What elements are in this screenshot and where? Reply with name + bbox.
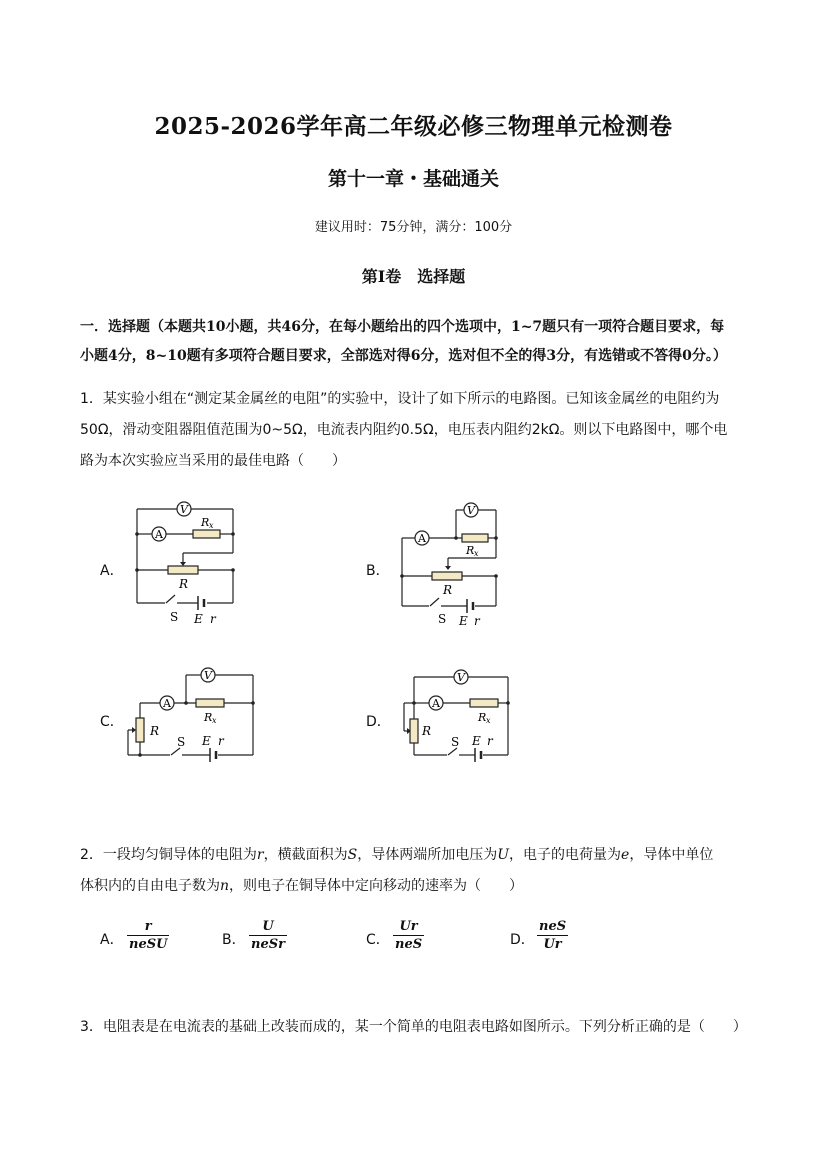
numerator: Ur	[399, 919, 418, 934]
q2-option-c-fraction	[393, 919, 424, 952]
q1-option-b-label: B．	[366, 563, 390, 579]
internal-resistance-label: r	[474, 614, 480, 628]
q2-option-d-fraction	[537, 919, 568, 952]
question-1	[80, 384, 760, 477]
voltmeter-label: V	[457, 671, 465, 684]
ammeter-label: A	[432, 697, 440, 710]
q1-line-2: 50Ω，滑动变阻器阻值范围为0~5Ω，电流表内阻约0.5Ω，电压表内阻约2kΩ。则以下电路图中，哪个电	[80, 422, 728, 438]
rx-label: R	[204, 711, 213, 724]
ammeter-label: A	[163, 697, 171, 710]
q2-option-d-label: D．	[510, 932, 535, 948]
circuit-diagram-a	[130, 495, 245, 625]
circuit-diagram-d	[402, 665, 514, 765]
q2-text: ，导体中单位	[629, 847, 714, 863]
q2-option-c-label: C．	[366, 932, 390, 948]
q1-option-d-label: D．	[366, 714, 391, 730]
q2-text: ，导体两端所加电压为	[357, 847, 498, 863]
q1-line-1: 1．某实验小组在“测定某金属丝的电阻”的实验中，设计了如下所示的电路图。已知该金属丝的电阻约为	[80, 391, 720, 407]
q2-option-a-label: A．	[100, 932, 124, 948]
var-s: S	[347, 847, 358, 863]
var-u: U	[497, 847, 510, 863]
q2-text: 2．一段均匀铜导体的电阻为	[80, 847, 257, 863]
denominator: neSU	[129, 937, 168, 952]
q2-option-b-label: B．	[222, 932, 246, 948]
q2-text: 体积内的自由电子数为	[80, 878, 220, 894]
numerator: r	[144, 919, 152, 934]
emf-label: E	[202, 734, 211, 748]
circuit-diagram-b	[396, 498, 506, 628]
voltmeter-label: V	[467, 504, 475, 517]
emf-label: E	[459, 614, 468, 628]
q2-option-a-fraction	[127, 919, 169, 952]
q1-line-3: 路为本次实验应当采用的最佳电路（ ）	[80, 453, 346, 469]
q2-line-1	[80, 840, 760, 871]
page-subtitle: 第十一章・基础通关	[327, 168, 499, 190]
rx-subscript: x	[474, 549, 479, 558]
rheostat-label: R	[443, 583, 453, 597]
section-instructions	[80, 313, 760, 371]
denominator: Ur	[543, 937, 562, 952]
question-3	[80, 1012, 760, 1043]
rx-subscript: x	[486, 716, 491, 725]
circuit-diagram-c	[120, 663, 260, 763]
rx-subscript: x	[212, 716, 217, 725]
numerator: neS	[539, 919, 567, 934]
q2-text: ，则电子在铜导体中定向移动的速率为（ ）	[229, 878, 524, 894]
numerator: U	[262, 919, 274, 934]
switch-label: S	[451, 735, 460, 749]
emf-label: E	[472, 734, 481, 748]
rx-label: R	[478, 711, 487, 724]
denominator: neSr	[251, 937, 285, 952]
denominator: neS	[395, 937, 423, 952]
rx-label: R	[466, 544, 475, 557]
section-line-2: 小题4分，8~10题有多项符合题目要求，全部选对得6分，选对但不全的得3分，有选错或不答得0分。）	[80, 348, 727, 364]
voltmeter-label: V	[204, 669, 212, 682]
voltmeter-label: V	[180, 503, 188, 516]
section-line-1: 一．选择题（本题共10小题，共46分，在每小题给出的四个选项中，1~7题只有一项符合题目要求，每	[80, 319, 725, 335]
rheostat-label: R	[179, 577, 189, 591]
ammeter-label: A	[418, 532, 426, 545]
page-title: 2025-2026学年高二年级必修三物理单元检测卷	[154, 113, 673, 140]
internal-resistance-label: r	[218, 734, 224, 748]
q2-line-2	[80, 871, 760, 902]
volume-heading: 第Ⅰ卷 选择题	[361, 267, 466, 286]
var-r: r	[256, 847, 264, 863]
switch-label: S	[170, 610, 179, 624]
rx-subscript: x	[209, 521, 214, 530]
switch-label: S	[177, 735, 186, 749]
internal-resistance-label: r	[210, 612, 216, 625]
ammeter-label: A	[155, 528, 163, 541]
q2-text: ，横截面积为	[263, 847, 348, 863]
q1-option-c-label: C．	[100, 714, 124, 730]
var-n: n	[220, 878, 230, 894]
q1-option-a-label: A．	[100, 563, 124, 579]
internal-resistance-label: r	[487, 734, 493, 748]
q3-line-1: 3．电阻表是在电流表的基础上改装而成的，某一个简单的电阻表电路如图所示。下列分析正确的是（ ）	[80, 1019, 747, 1035]
rx-label: R	[201, 516, 210, 529]
rheostat-label: R	[422, 724, 432, 738]
question-2	[80, 840, 760, 902]
q2-text: ，电子的电荷量为	[509, 847, 622, 863]
switch-label: S	[438, 612, 447, 626]
q2-option-b-fraction	[249, 919, 287, 952]
var-e: e	[621, 847, 630, 863]
emf-label: E	[194, 612, 203, 625]
rheostat-label: R	[150, 724, 160, 738]
exam-info: 建议用时：75分钟，满分：100分	[314, 220, 513, 235]
